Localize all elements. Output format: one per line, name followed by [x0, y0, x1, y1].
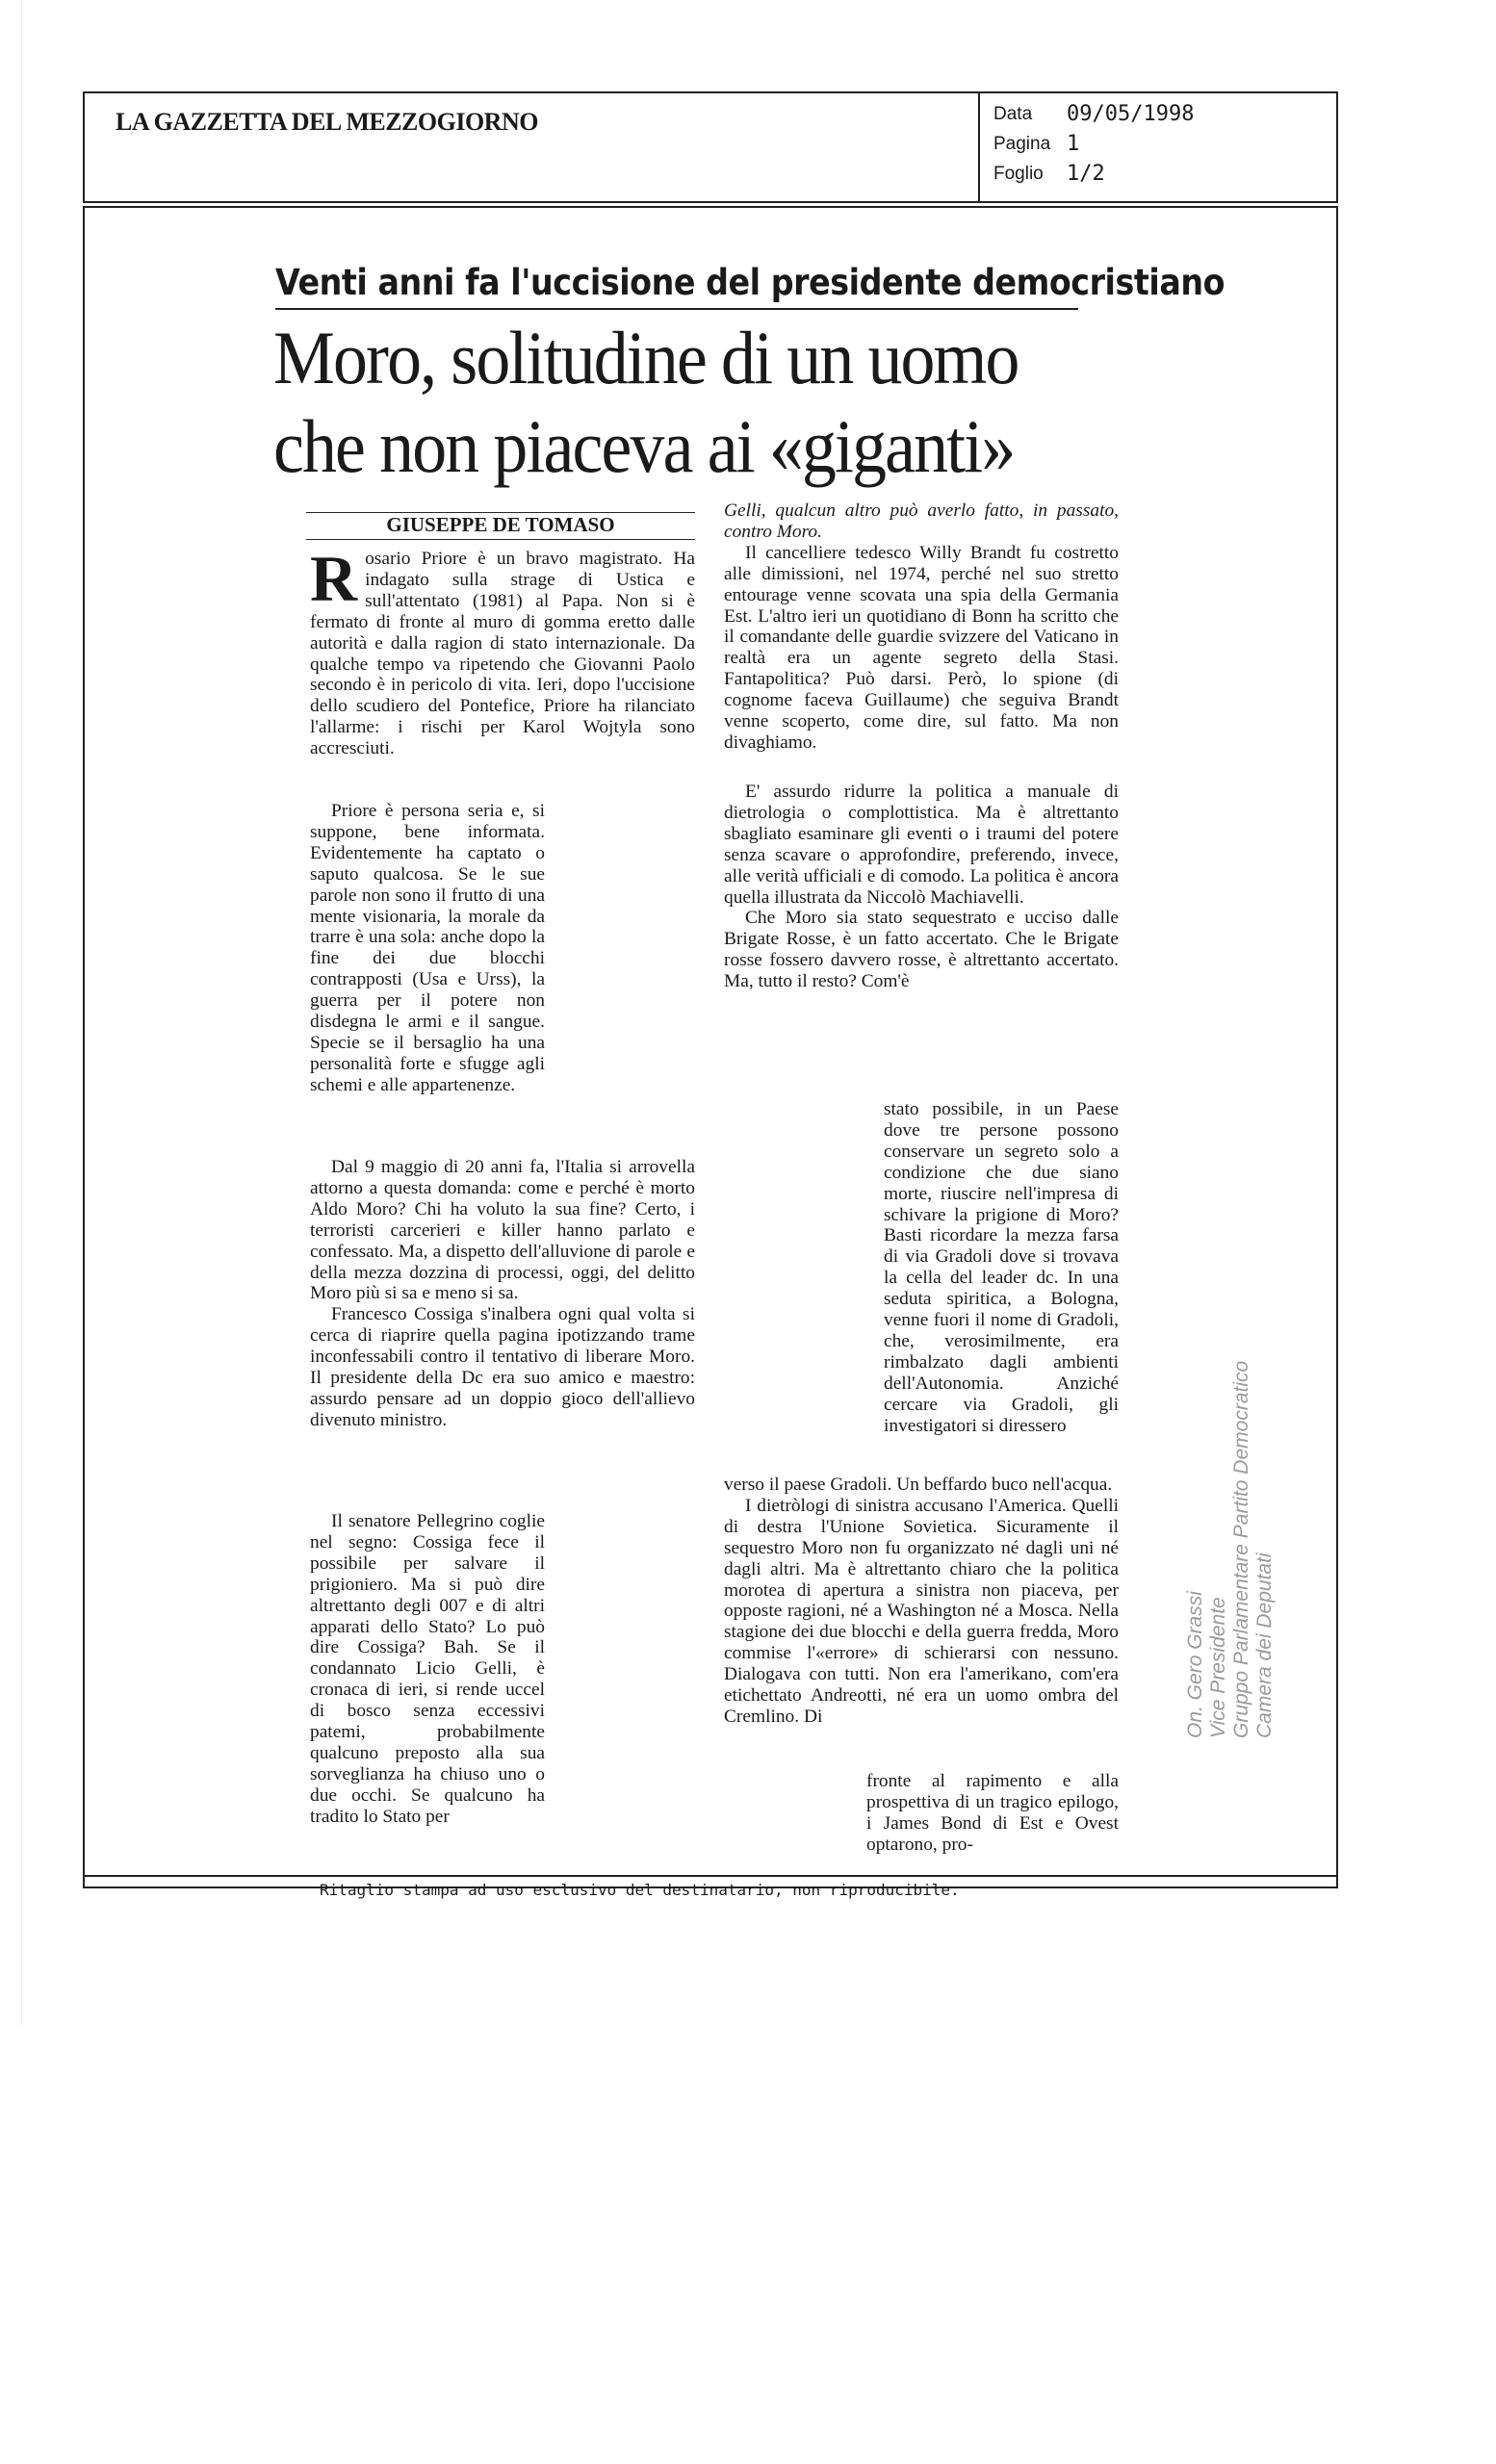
paragraph: Il cancelliere tedesco Willy Brandt fu costretto alle dimissioni, nel 1974, perché nel suo stretto entourage venne scovata una spia della Germania Est. L'altro ieri un quotidiano di Bonn ha scritto che il comandante delle guardie svizzere del Vaticano in realtà era un agente segreto della Stasi. Fantapolitica? Può darsi. Però, lo spione (di cognome faceva Guillaume) che seguiva Brandt venne scoperto, come dire, sul fatto. Ma non divaghiamo.	[724, 542, 1119, 753]
byline-rule	[306, 539, 695, 540]
article-headline	[273, 314, 1070, 491]
stamp-line: On. Gero Grassi	[1184, 1591, 1206, 1738]
paragraph: Che Moro sia stato sequestrato e ucciso dalle Brigate Rosse, è un fatto accertato. Che le Brigate rosse fossero davvero rosse, è altrettanto accertato. Ma, tutto il resto? Com'è	[724, 908, 1119, 992]
paragraph: osario Priore è un bravo magistrato. Ha indagato sulla strage di Ustica e sull'attentato (1981) al Papa. Non si è fermato di fronte al muro di gomma eretto dalle autorità e dalla ragion di stato internazionale. Da qualche tempo va ripetendo che Giovanni Paolo secondo è in pericolo di vita. Ieri, dopo l'uccisione dello scudiero del Pontefice, Priore ha rilanciato l'allarme: i rischi per Karol Wojtyla sono accresciuti.	[310, 549, 695, 759]
paragraph: stato possibile, in un Paese dove tre persone possono conservare un segreto solo a condizione che due siano morte, riuscire nell'impresa di schivare la prigione di Moro? Basti ricordare la mezza farsa di via Gradoli dove si trovava la cella del leader dc. In una seduta spiritica, a Bologna, venne fuori il nome di Gradoli, che, verosimilmente, era rimbalzato dagli ambienti dell'Autonomia. Anziché cercare via Gradoli, gli investigatori si diressero	[884, 1099, 1119, 1436]
paragraph: verso il paese Gradoli. Un beffardo buco nell'acqua.	[724, 1475, 1113, 1495]
stamp-line: Camera dei Deputati	[1253, 1553, 1276, 1738]
meta-row-page	[993, 129, 1325, 159]
meta-label: Foglio	[993, 164, 1044, 184]
drop-cap: R	[310, 542, 358, 615]
deputy-stamp	[1184, 1361, 1277, 1738]
meta-value: 1	[1067, 132, 1080, 156]
paragraph: Il senatore Pellegrino coglie nel segno: Cossiga fece il possibile per salvare il prigioniero. Ma si può dire altrettanto degli 007 e di altri apparati dello Stato? Lo può dire Cossiga? Bah. Se il condannato Licio Gelli, è cronaca di ieri, si rende uccel di bosco senza eccessivi patemi, probabilmente qualcuno preposto alla sua sorveglianza ha chiuso uno o due occhi. Se qualcuno ha tradito lo Stato per	[310, 1511, 545, 1827]
paragraph: Dal 9 maggio di 20 anni fa, l'Italia si arrovella attorno a questa domanda: come e perché è morto Aldo Moro? Chi ha voluto la sua fine? Certo, i terroristi carcerieri e killer hanno parlato e confessato. Ma, a dispetto dell'alluvione di parole e della mezza dozzina di processi, oggi, del delitto Moro più si sa e meno si sa.	[310, 1157, 695, 1304]
column-1-narrow	[310, 801, 545, 1096]
article-byline: GIUSEPPE DE TOMASO	[386, 513, 615, 536]
paragraph: I dietròlogi di sinistra accusano l'America. Quelli di destra l'Unione Sovietica. Sicuramente il sequestro Moro non fu organizzato né dagli uni né dagli altri. Ma è altrettanto chiaro che la politica morotea di apertura a sinistra non piaceva, per opposte ragioni, né a Washington né a Mosca. Nella stagione dei due blocchi e della guerra fredda, Moro commise l'«errore» di schierarsi con nessuno. Dialogava con tutti. Non era l'amerikano, com'era etichettato Andreotti, né era un uomo ombra del Cremlino. Di	[724, 1495, 1119, 1727]
paragraph: fronte al rapimento e alla prospettiva di un tragico epilogo, i James Bond di Est e Ovest optarono, pro-	[866, 1771, 1119, 1855]
column-2-top	[724, 500, 1119, 754]
headline-line: Moro, solitudine di un uomo	[273, 316, 1019, 399]
clipping-meta	[978, 91, 1338, 203]
meta-value: 09/05/1998	[1067, 102, 1195, 126]
meta-label: Data	[993, 104, 1033, 124]
column-1-bottom-narrow	[310, 1511, 545, 1828]
footer-notice: Ritaglio stampa ad uso esclusivo del destinatario, non riproducibile.	[83, 1875, 1338, 1902]
stamp-line: Vice Presidente	[1207, 1597, 1229, 1738]
paragraph: Priore è persona seria e, si suppone, bene informata. Evidentemente ha captato o saputo qualcosa. Se le sue parole non sono il frutto di una mente visionaria, la morale da trarre è una sola: anche dopo la fine dei due blocchi contrapposti (Usa e Urss), la guerra per il potere non disdegna le armi e il sangue. Specie se il bersaglio ha una personalità forte e sfugge agli schemi e alle appartenenze.	[310, 801, 545, 1095]
meta-row-sheet	[993, 159, 1325, 189]
paragraph: Francesco Cossiga s'inalbera ogni qual volta si cerca di riaprire quella pagina ipotizzando trame inconfessabili contro il tentativo di liberare Moro. Il presidente della Dc era suo amico e maestro: assurdo pensare ad un doppio gioco dell'allievo divenuto ministro.	[310, 1304, 695, 1430]
blank-scan-area	[0, 2025, 1496, 2464]
meta-label: Pagina	[993, 134, 1051, 154]
column-2-bottom-narrow	[866, 1771, 1119, 1856]
column-2-middle	[724, 782, 1119, 992]
newspaper-masthead: LA GAZZETTA DEL MEZZOGIORNO	[116, 108, 538, 136]
column-2-lower	[724, 1475, 1119, 1728]
paragraph: Gelli, qualcun altro può averlo fatto, in passato, contro Moro.	[724, 500, 1119, 542]
column-1-top	[310, 542, 695, 759]
stamp-line: Gruppo Parlamentare Partito Democratico	[1230, 1360, 1252, 1738]
kicker-rule	[275, 308, 1078, 310]
article-kicker: Venti anni fa l'uccisione del presidente democristiano	[275, 262, 1225, 303]
meta-row-date	[993, 99, 1325, 129]
column-2-narrow	[884, 1099, 1119, 1437]
headline-line: che non piaceva ai «giganti»	[273, 404, 1015, 488]
column-1-middle	[310, 1157, 695, 1431]
paragraph: E' assurdo ridurre la politica a manuale di dietrologia o complottistica. Ma è altrettanto sbagliato esaminare gli eventi o i traumi del potere senza scavare o approfondire, preferendo, invece, alle verità ufficiali e di comodo. La politica è ancora quella illustrata da Niccolò Machiavelli.	[724, 782, 1119, 908]
scan-edge-line	[21, 0, 22, 2025]
meta-value: 1/2	[1067, 162, 1105, 186]
